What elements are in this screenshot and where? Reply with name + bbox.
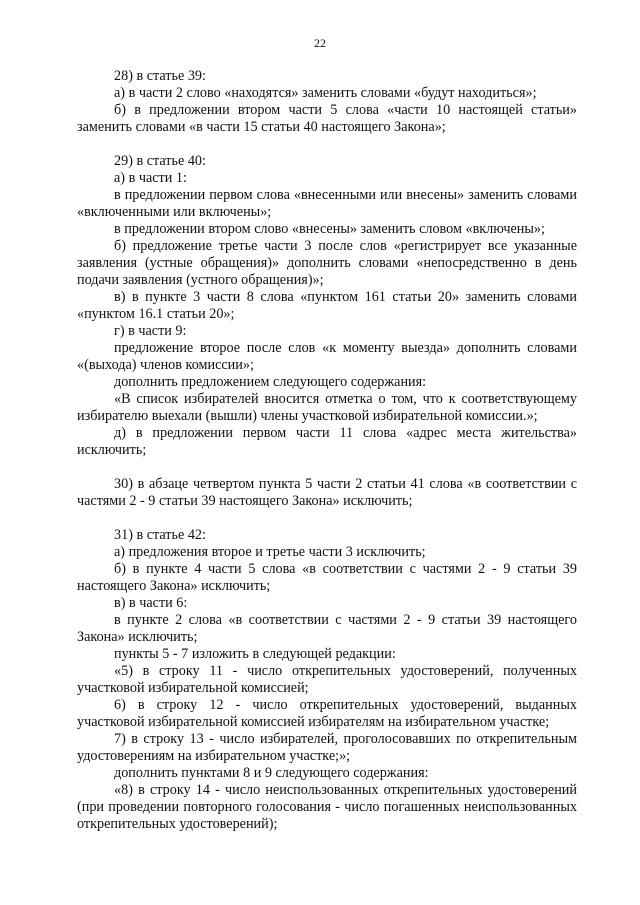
paragraph-31-v-point2: в пункте 2 слова «в соответствии с частями 2 - 9 статьи 39 настоящего Закона» исключить; xyxy=(77,612,577,645)
paragraph-28-b: б) в предложении втором части 5 слова «части 10 настоящей статьи» заменить словами «в части 15 статьи 40 настоящего Закона»; xyxy=(77,102,577,135)
paragraph-29-d: д) в предложении первом части 11 слова «адрес места жительства» исключить; xyxy=(77,425,577,458)
paragraph-29-a: а) в части 1: xyxy=(114,170,187,186)
page-number: 22 xyxy=(314,36,326,50)
paragraph-29-heading: 29) в статье 40: xyxy=(114,153,206,169)
paragraph-29-g: г) в части 9: xyxy=(114,323,187,339)
paragraph-31-b: б) в пункте 4 части 5 слова «в соответствии с частями 2 - 9 статьи 39 настоящего Закона» исключить; xyxy=(77,561,577,594)
paragraph-29-a-first: в предложении первом слова «внесенными или внесены» заменить словами «включенными или включены»; xyxy=(77,187,577,220)
paragraph-31-v-item7: 7) в строку 13 - число избирателей, проголосовавших по открепительным удостоверениям на избирательном участке;»; xyxy=(77,731,577,764)
paragraph-31-v: в) в части 6: xyxy=(114,595,188,611)
paragraph-28-a: а) в части 2 слово «находятся» заменить словами «будут находиться»; xyxy=(114,85,537,101)
paragraph-gap xyxy=(77,136,577,153)
paragraph-29-g-quote: «В список избирателей вносится отметка о том, что к соответствующему избирателю выехали (вышли) члены участковой избирательной комиссии.»; xyxy=(77,391,577,424)
paragraph-31-v-points: пункты 5 - 7 изложить в следующей редакции: xyxy=(114,646,396,662)
paragraph-31-heading: 31) в статье 42: xyxy=(114,527,206,543)
paragraph-29-a-second: в предложении втором слово «внесены» заменить словом «включены»; xyxy=(114,221,545,237)
paragraph-31-v-item8: «8) в строку 14 - число неиспользованных открепительных удостоверений (при проведении повторного голосования - число погашенных неиспользованных открепительных удостоверений); xyxy=(77,782,577,832)
paragraph-31-v-add: дополнить пунктами 8 и 9 следующего содержания: xyxy=(114,765,429,781)
paragraph-28-heading: 28) в статье 39: xyxy=(114,68,206,84)
paragraph-29-g-second: предложение второе после слов «к моменту выезда» дополнить словами «(выхода) членов комиссии»; xyxy=(77,340,577,373)
paragraph-gap xyxy=(77,510,577,527)
paragraph-29-g-add: дополнить предложением следующего содержания: xyxy=(114,374,427,390)
document-body xyxy=(77,68,577,833)
paragraph-gap xyxy=(77,459,577,476)
paragraph-31-v-item5: «5) в строку 11 - число открепительных удостоверений, полученных участковой избирательной комиссией; xyxy=(77,663,577,696)
paragraph-29-v: в) в пункте 3 части 8 слова «пунктом 161 статьи 20» заменить словами «пунктом 16.1 статьи 20»; xyxy=(77,289,577,322)
paragraph-31-a: а) предложения второе и третье части 3 исключить; xyxy=(114,544,426,560)
paragraph-30: 30) в абзаце четвертом пункта 5 части 2 статьи 41 слова «в соответствии с частями 2 - 9 статьи 39 настоящего Закона» исключить; xyxy=(77,476,577,509)
paragraph-29-b: б) предложение третье части 3 после слов «регистрирует все указанные заявления (устные обращения)» дополнить словами «непосредственно в день подачи заявления (устного обращения)»; xyxy=(77,238,577,288)
paragraph-31-v-item6: 6) в строку 12 - число открепительных удостоверений, выданных участковой избирательной комиссией избирателям на избирательном участке; xyxy=(77,697,577,730)
